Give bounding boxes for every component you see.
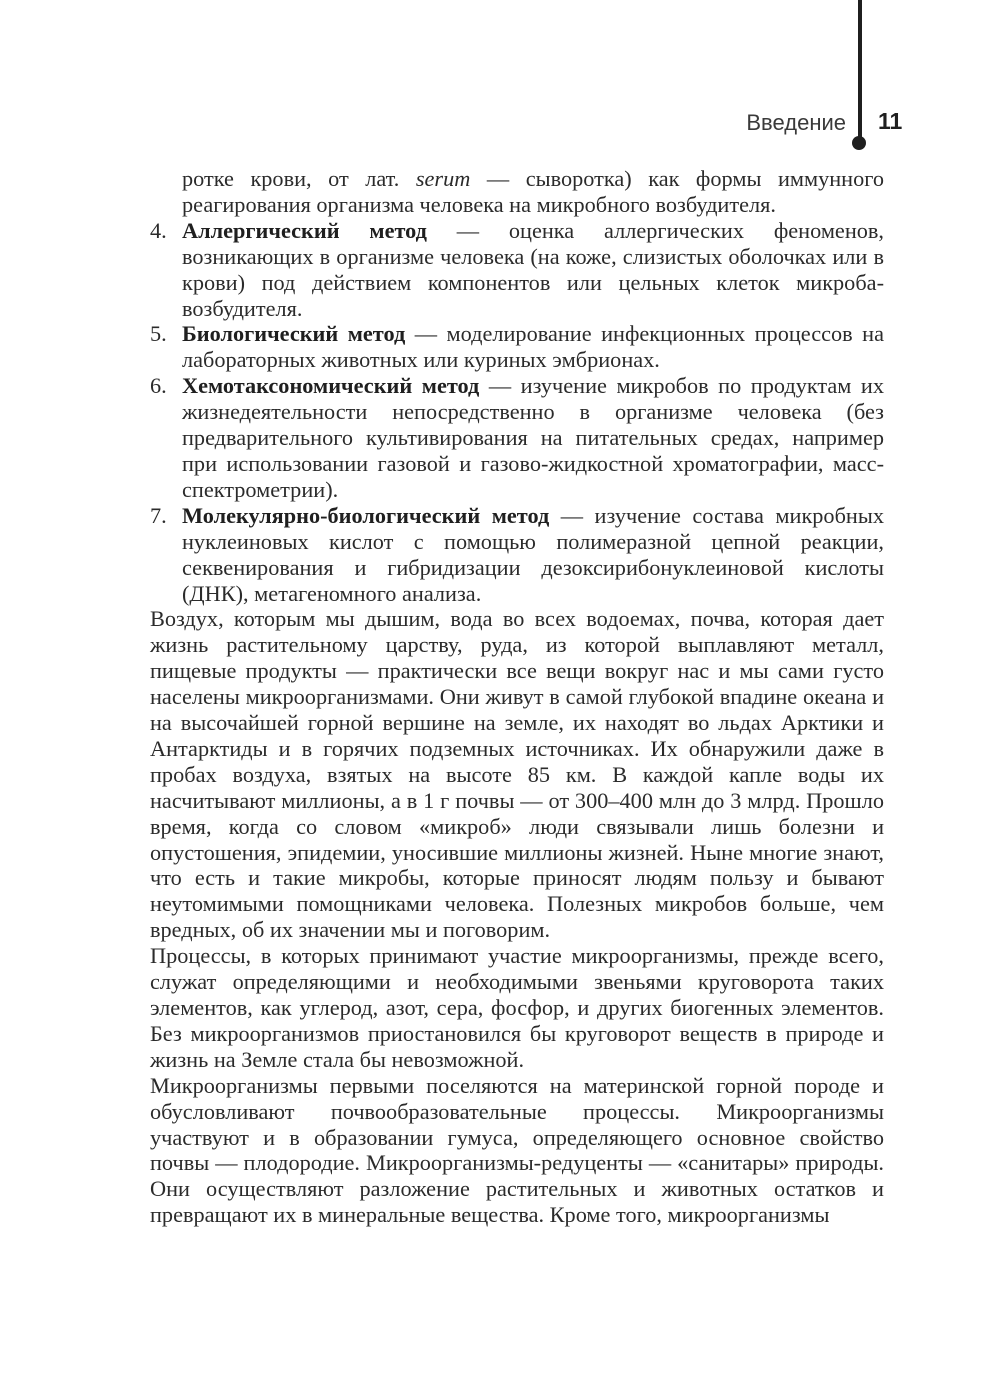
method-definition: — моделирование инфекционных процессов на лабораторных животных или куриных эмбрионах. [182,321,885,373]
method-definition: — оценка аллергических феноменов, возникающих в организме человека (на коже, слизистых оболочках или в крови) под действием компонентов или цельных клеток микроба-возбудителя. [182,217,885,321]
header-divider-line [858,0,862,142]
list-item-number: 7. [150,502,167,528]
page-number: 11 [878,108,903,134]
list-item-body [182,218,884,322]
latin-term: serum [415,166,471,191]
method-list-item [150,373,884,503]
running-header-section-title: Введение [746,110,846,135]
method-list-item [150,218,884,322]
method-term: Аллергический метод [182,217,427,243]
method-list-item [150,321,884,373]
body-paragraph: Микроорганизмы первыми поселяются на материнской горной породе и обусловливают почвообразовательные процессы. Микроорганизмы участвуют и в образовании гумуса, определяющего основное свойство почвы — плодородие. Микроорганизмы-редуценты — «санитары» природы. Они осуществляют разложение растительных и животных остатков и превращают их в минеральные вещества. Кроме того, микроорганизмы [150,1072,884,1228]
list-item-number: 6. [150,373,167,399]
list-item-body [182,321,884,373]
continued-list-text [150,166,884,218]
list-item-body [182,373,884,503]
continued-text-start: ротке крови, от лат. [182,166,416,191]
list-item-number: 4. [150,217,167,243]
body-paragraph: Процессы, в которых принимают участие микроорганизмы, прежде всего, служат определяющими и необходимыми звеньями круговорота таких элементов, как углерод, азот, сера, фосфор, и других биогенных элементов. Без микроорганизмов приостановился бы круговорот веществ в природе и жизнь на Земле стала бы невозможной. [150,943,884,1072]
body-paragraph: Воздух, которым мы дышим, вода во всех водоемах, почва, которая дает жизнь растительному царству, руда, из которой выплавляют металл, пищевые продукты — практически все вещи вокруг нас и мы сами густо населены микроорганизмами. Они живут в самой глубокой впадине океана и на высочайшей горной вершине на земле, их находят во льдах Арктики и Антарктиды и в горячих подземных источниках. Их обнаружили даже в пробах воздуха, взятых на высоте 85 км. В каждой капле воды их насчитывают миллионы, а в 1 г почвы — от 300–400 млн до 3 млрд. Прошло время, когда со словом «микроб» люди связывали лишь болезни и опустошения, эпидемии, уносившие миллионы жизней. Ныне многие знают, что есть и такие микробы, которые приносят людям пользу и бывают неутомимыми помощниками человека. Полезных микробов больше, чем вредных, об их значении мы и поговорим. [150,606,884,943]
method-definition: — изучение микробов по продуктам их жизнедеятельности непосредственно в организме человека (без предварительного культивирования на питательных средах, например при использовании газовой и газово-жидкостной хроматографии, масс-спектрометрии). [182,373,885,502]
header-divider-dot [852,136,866,150]
method-term: Биологический метод [182,321,406,347]
list-item-number: 5. [150,321,167,347]
method-term: Хемотаксономический метод [182,373,480,399]
continued-text-end: — сыворотка) как формы иммунного реагирования организма человека на микробного возбудителя. [182,166,885,217]
method-definition: — изучение состава микробных нуклеиновых кислот с помощью полимеразной цепной реакции, секвенирования и гибридизации дезоксирибонуклеиновой кислоты (ДНК), метагеномного анализа. [182,502,884,606]
method-list-item [150,503,884,607]
page-body [150,166,884,1228]
method-term: Молекулярно-биологический метод [182,502,550,528]
list-item-body [182,503,884,607]
